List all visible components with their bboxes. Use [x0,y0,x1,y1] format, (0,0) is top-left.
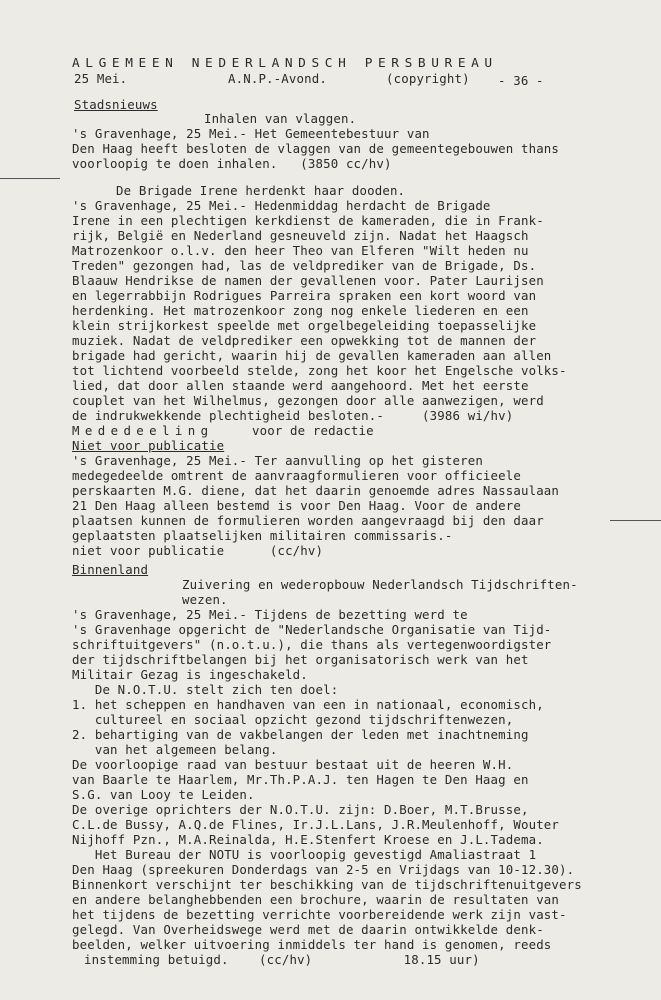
margin-mark [610,520,661,521]
article-line: en andere belanghebbenden een brochure, waarin de resultaten van [72,892,560,907]
article-line: Irene in een plechtigen kerkdienst de kameraden, die in Frank- [72,213,544,228]
article-line: cultureel en sociaal opzicht gezond tijdschriftenwezen, [72,712,514,727]
divider-mark [0,178,60,179]
article-line: De voorloopige raad van bestuur bestaat uit de heeren W.H. [72,757,514,772]
article-line: de indrukwekkende plechtigheid besloten.- (3986 wi/hv) [72,408,514,423]
article-title: wezen. [182,592,228,607]
section-heading-suffix: voor de redactie [252,423,374,438]
article-line: en legerrabbijn Rodrigues Parreira spraken een kort woord van [72,288,537,303]
article-line: Binnenkort verschijnt ter beschikking van de tijdschriftenuitgevers [72,877,582,892]
article-line: 's Gravenhage opgericht de "Nederlandsche Organisatie van Tijd- [72,622,552,637]
article-line: van het algemeen belang. [72,742,278,757]
article-line: der tijdschriftbelangen bij het organisatorisch werk van het [72,652,529,667]
article-title: De Brigade Irene herdenkt haar dooden. [116,183,406,198]
article-line: medegedeelde omtrent de aanvraagformulieren voor officieele [72,468,521,483]
article-line: van Baarle te Haarlem, Mr.Th.P.A.J. ten Hagen te Den Haag en [72,772,529,787]
section-heading-stadsnieuws: Stadsnieuws [74,97,158,112]
article-line: Blaauw Hendrikse de namen der gevallenen voor. Pater Laurijsen [72,273,544,288]
article-line: brigade had gericht, waarin hij de gevallen kameraden aan allen [72,348,552,363]
article-line: 's Gravenhage, 25 Mei.- Tijdens de bezetting werd te [72,607,468,622]
article-line: couplet van het Wilhelmus, gezongen door alle aanwezigen, werd [72,393,544,408]
copyright-note: (copyright) [386,71,470,86]
section-heading-binnenland: Binnenland [72,562,149,577]
bulletin-date: 25 Mei. [74,71,128,86]
agency-name: ALGEMEEN NEDERLANDSCH PERSBUREAU [72,56,498,71]
article-title: Zuivering en wederopbouw Nederlandsch Tijdschriften- [182,577,578,592]
article-line: niet voor publicatie (cc/hv) [72,543,324,558]
article-line: Den Haag (spreekuren Donderdags van 2-5 en Vrijdags van 10-12.30). [72,862,575,877]
article-line: schriftuitgevers" (n.o.t.u.), die thans als vertegenwoordigster [72,637,552,652]
article-line: klein strijkorkest speelde met orgelbegeleiding toepasselijke [72,318,537,333]
article-line: gelegd. Van Overheidswege werd met de daarin ontwikkelde denk- [72,922,544,937]
article-line: herdenking. Het matrozenkoor zong nog enkele liederen en een [72,303,529,318]
section-subheading: Niet voor publicatie [72,438,225,453]
article-line: 's Gravenhage, 25 Mei.- Het Gemeentebestuur van [72,126,430,141]
article-line: lied, dat door allen staande werd aangehoord. Met het eerste [72,378,529,393]
article-line: C.L.de Bussy, A.Q.de Flines, Ir.J.L.Lans, J.R.Meulenhoff, Wouter [72,817,560,832]
article-line: Nijhoff Pzn., M.A.Reinalda, H.E.Stenfert Kroese en J.L.Tadema. [72,832,544,847]
article-title: Inhalen van vlaggen. [204,111,357,126]
article-line: tot lichtend voorbeeld stelde, zong het koor het Engelsche volks- [72,363,567,378]
bulletin-edition: A.N.P.-Avond. [228,71,327,86]
article-line: 1. het scheppen en handhaven van een in nationaal, economisch, [72,697,544,712]
article-line: Den Haag heeft besloten de vlaggen van de gemeentegebouwen thans [72,141,560,156]
article-line: het tijdens de bezetting verrichte voorbereidende werk zijn vast- [72,907,567,922]
article-line: De N.O.T.U. stelt zich ten doel: [72,682,339,697]
article-line: Matrozenkoor o.l.v. den heer Theo van Elferen "Wilt heden nu [72,243,529,258]
article-line: voorloopig te doen inhalen. (3850 cc/hv) [72,156,392,171]
page-number: - 36 - [498,73,544,88]
article-line: perskaarten M.G. diene, dat het daarin genoemde adres Nassaulaan [72,483,560,498]
article-line: muziek. Nadat de veldprediker een opwekking tot de mannen der [72,333,537,348]
article-line: instemming betuigd. (cc/hv) 18.15 uur) [84,952,480,967]
article-line: De overige oprichters der N.O.T.U. zijn: D.Boer, M.T.Brusse, [72,802,529,817]
article-line: Treden" gezongen had, las de veldprediker van de Brigade, Ds. [72,258,537,273]
article-line: geplaatsten plaatselijken militairen commissaris.- [72,528,453,543]
article-line: 's Gravenhage, 25 Mei.- Ter aanvulling op het gisteren [72,453,483,468]
article-line: beelden, welker uitvoering inmiddels ter hand is genomen, reeds [72,937,552,952]
article-line: 21 Den Haag alleen bestemd is voor Den Haag. Voor de andere [72,498,521,513]
article-line: S.G. van Looy te Leiden. [72,787,255,802]
section-heading-mededeeling: Mededeeling [72,423,214,438]
article-line: plaatsen kunnen de formulieren worden aangevraagd bij den daar [72,513,544,528]
article-line: Het Bureau der NOTU is voorloopig gevestigd Amaliastraat 1 [72,847,537,862]
article-line: Militair Gezag is ingeschakeld. [72,667,308,682]
article-line: 's Gravenhage, 25 Mei.- Hedenmiddag herdacht de Brigade [72,198,491,213]
article-line: 2. behartiging van de vakbelangen der leden met inachtneming [72,727,529,742]
article-line: rijk, België en Nederland gesneuveld zijn. Nadat het Haagsch [72,228,529,243]
